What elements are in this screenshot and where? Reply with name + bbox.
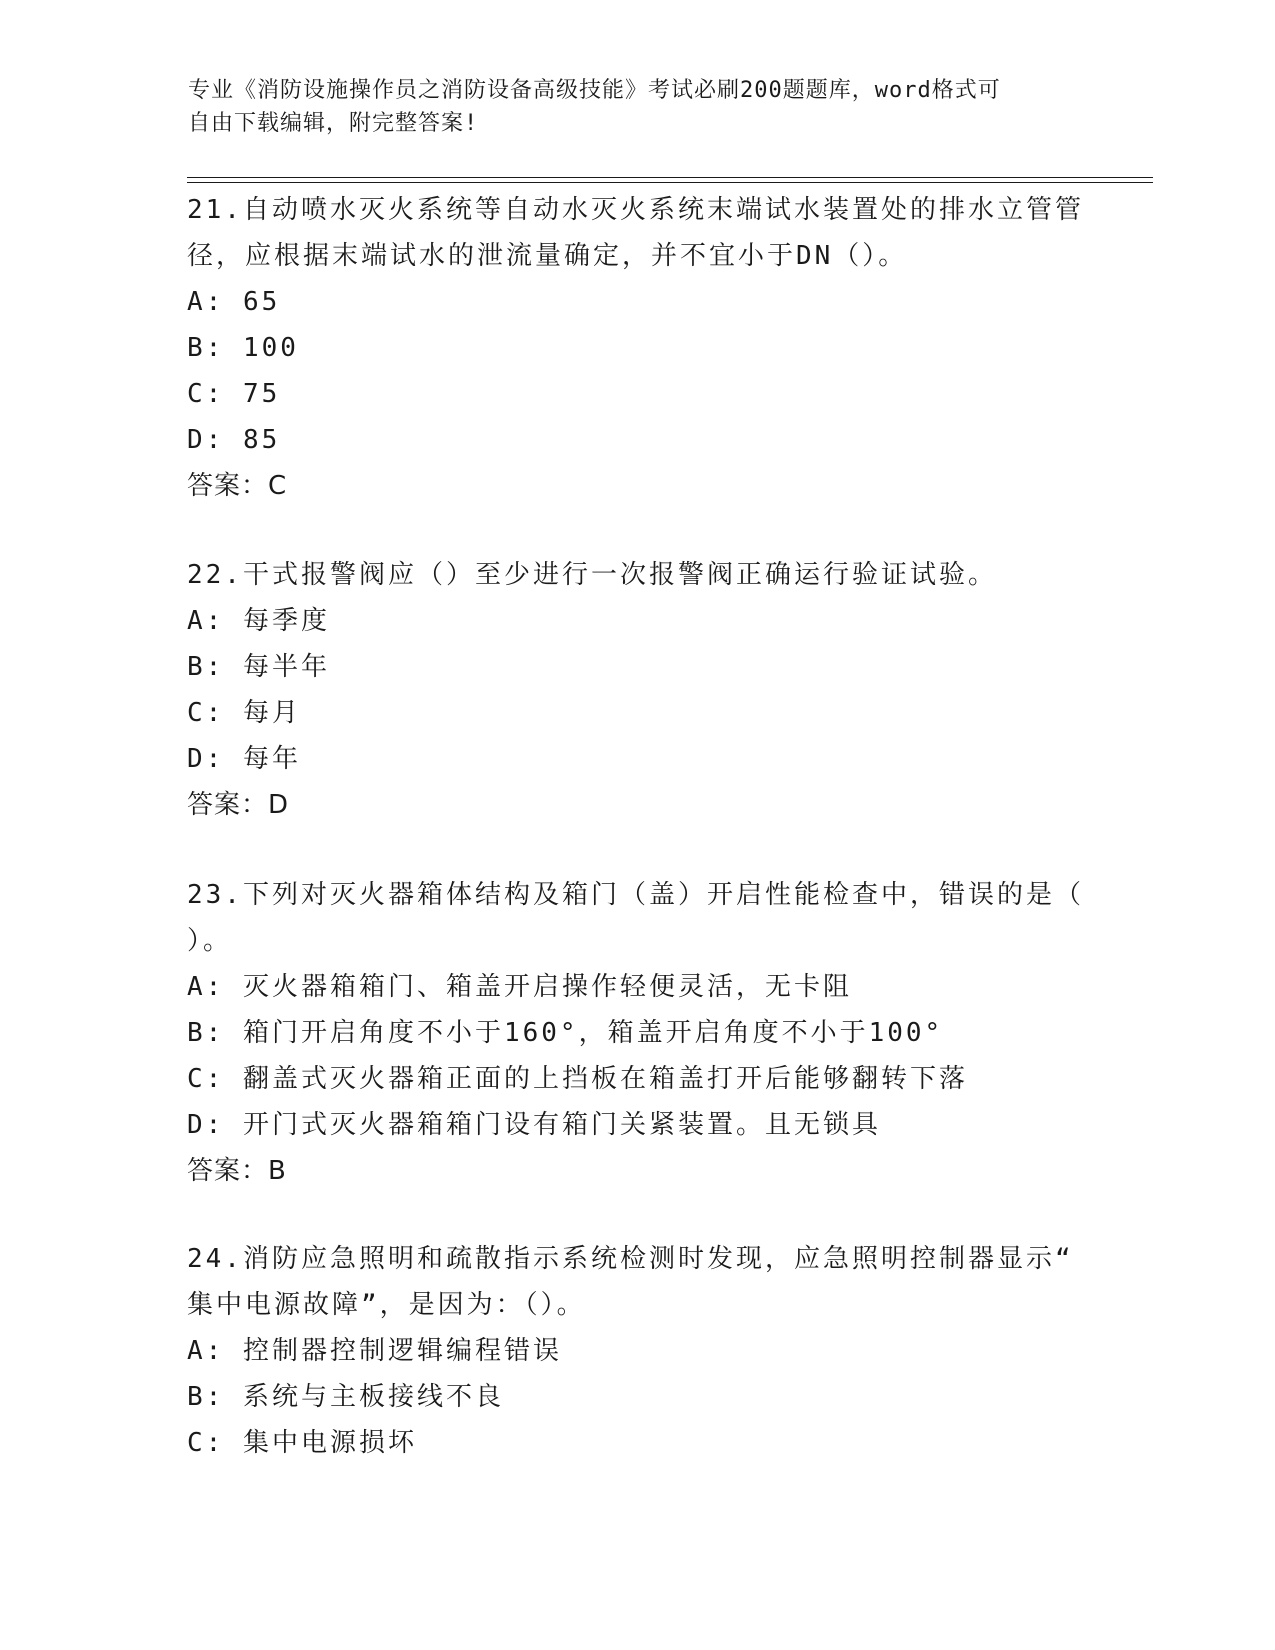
answer: 答案：D [187,790,290,820]
answer: 答案：B [187,1156,287,1186]
option-a: A: 灭火器箱箱门、箱盖开启操作轻便灵活，无卡阻 [187,972,852,1002]
header-divider-top [187,177,1153,178]
question-stem-line: 23.下列对灭火器箱体结构及箱门（盖）开启性能检查中，错误的是（ [187,880,1084,910]
option-c: C: 集中电源损坏 [187,1428,417,1458]
question-stem-line: 径，应根据末端试水的泄流量确定，并不宜小于DN（）。 [187,241,908,271]
option-a: A: 控制器控制逻辑编程错误 [187,1336,562,1366]
option-d: D: 每年 [187,744,301,774]
option-c: C: 翻盖式灭火器箱正面的上挡板在箱盖打开后能够翻转下落 [187,1064,968,1094]
question-21 [187,187,1087,509]
question-stem [187,1236,1087,1328]
question-stem [187,872,1087,964]
header-divider-bottom [187,182,1153,183]
question-23 [187,872,1087,1194]
option-b: B: 100 [187,333,299,363]
option-d: D: 开门式灭火器箱箱门设有箱门关紧装置。且无锁具 [187,1110,881,1140]
question-24 [187,1236,1087,1466]
header-line-2: 自由下载编辑，附完整答案! [188,111,479,136]
option-d: D: 85 [187,425,281,455]
option-a: A: 每季度 [187,606,330,636]
question-stem-line: 24.消防应急照明和疏散指示系统检测时发现，应急照明控制器显示“ [187,1244,1074,1274]
option-c: C: 每月 [187,698,301,728]
question-stem-line: 集中电源故障”，是因为：（）。 [187,1290,586,1320]
option-b: B: 箱门开启角度不小于160°，箱盖开启角度不小于100° [187,1018,944,1048]
question-stem-line: ）。 [187,926,233,956]
question-stem [187,552,1087,598]
document-header [188,74,1068,140]
option-b: B: 系统与主板接线不良 [187,1382,504,1412]
question-stem [187,187,1087,279]
question-stem-line: 21.自动喷水灭火系统等自动水灭火系统末端试水装置处的排水立管管 [187,195,1084,225]
question-stem-line: 22.干式报警阀应（）至少进行一次报警阀正确运行验证试验。 [187,560,997,590]
answer: 答案：C [187,471,288,501]
option-a: A: 65 [187,287,281,317]
question-22 [187,552,1087,828]
header-line-1: 专业《消防设施操作员之消防设备高级技能》考试必刷200题题库，word格式可 [188,78,1001,103]
option-c: C: 75 [187,379,281,409]
option-b: B: 每半年 [187,652,330,682]
